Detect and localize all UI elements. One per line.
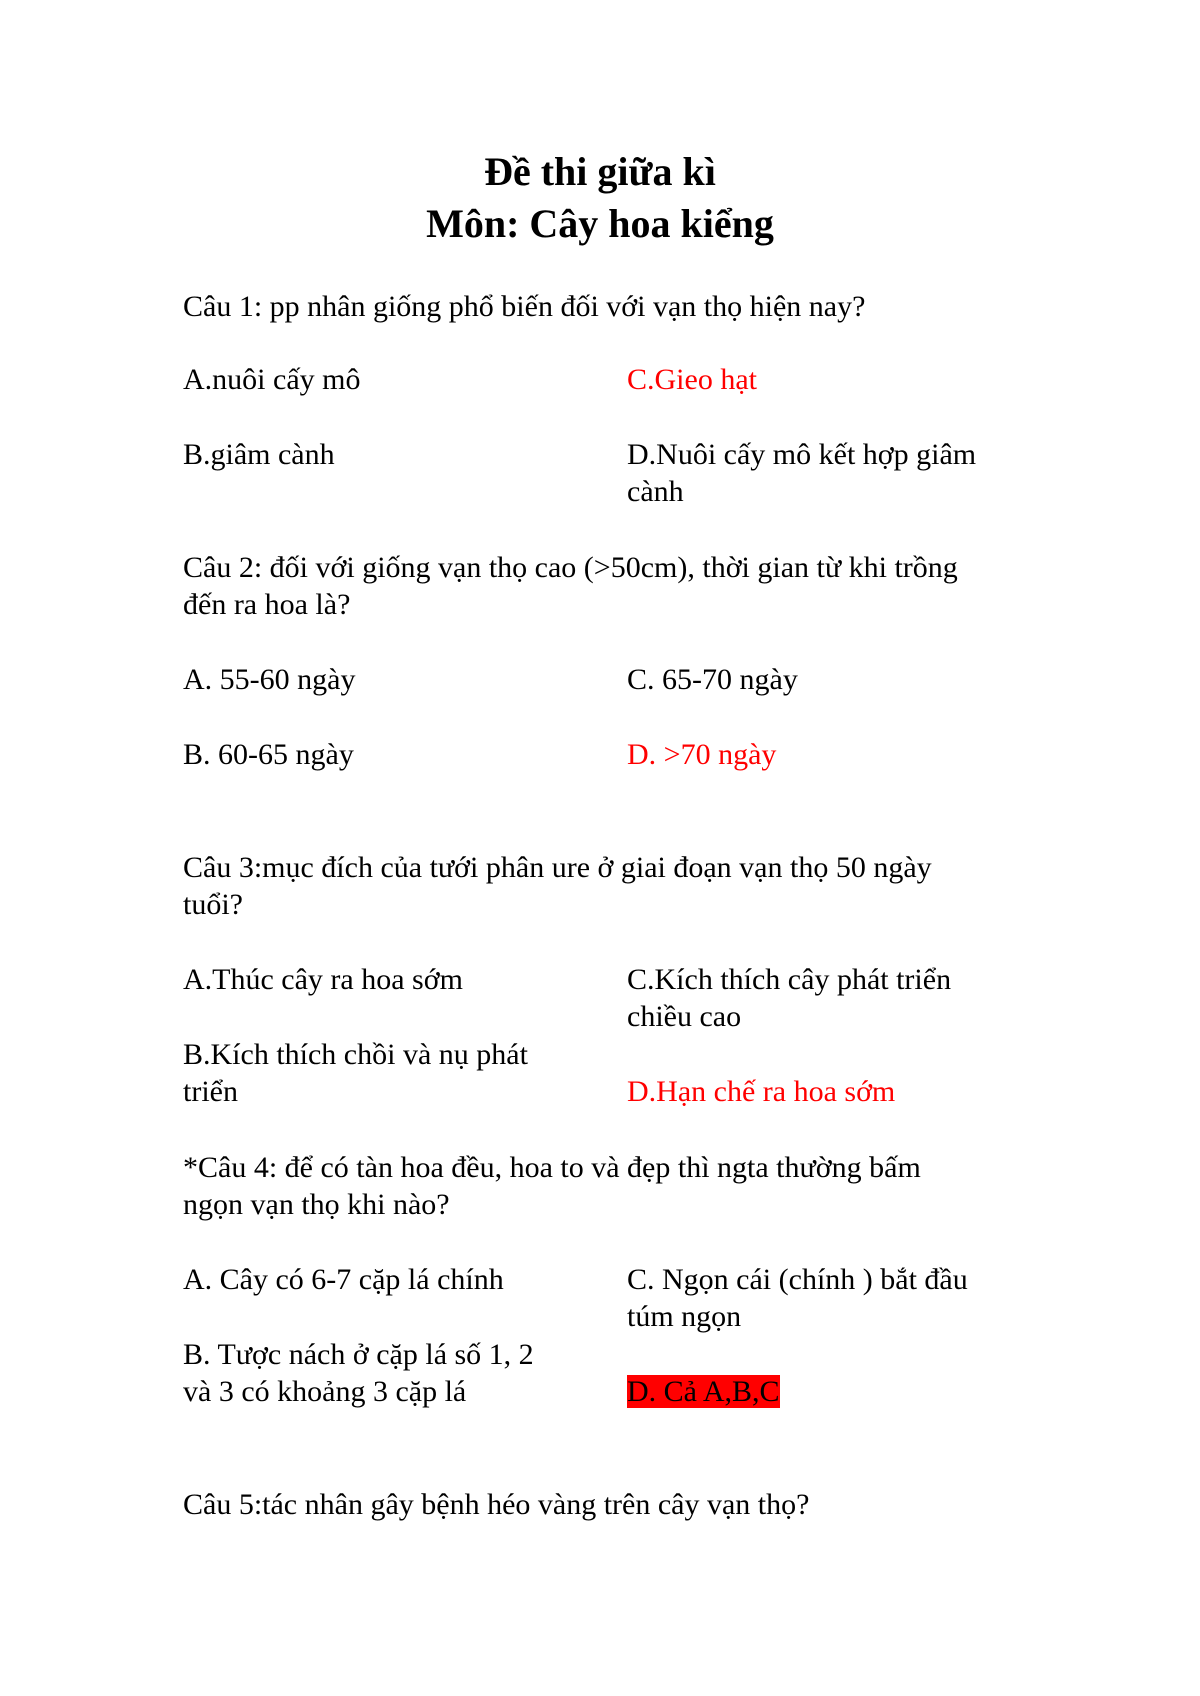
q3-option-d: D.Hạn chế ra hoa sớm [627, 1075, 896, 1108]
question-1: Câu 1: pp nhân giống phổ biến đối với vạn thọ hiện nay? [183, 290, 866, 323]
q4-option-c-line1: C. Ngọn cái (chính ) bắt đầu [627, 1263, 968, 1296]
q1-option-a: A.nuôi cấy mô [183, 363, 361, 396]
q4-option-a: A. Cây có 6-7 cặp lá chính [183, 1263, 504, 1296]
question-2-line1: Câu 2: đối với giống vạn thọ cao (>50cm), thời gian từ khi trồng [183, 551, 958, 584]
q2-option-c: C. 65-70 ngày [627, 663, 798, 696]
q2-option-a: A. 55-60 ngày [183, 663, 356, 696]
question-4-line2: ngọn vạn thọ khi nào? [183, 1188, 450, 1221]
q4-option-c-line2: túm ngọn [627, 1300, 742, 1333]
q2-option-d: D. >70 ngày [627, 738, 777, 771]
q4-option-b-line1: B. Tược nách ở cặp lá số 1, 2 [183, 1338, 534, 1371]
q4-option-b-line2: và 3 có khoảng 3 cặp lá [183, 1375, 467, 1408]
q3-option-c-line2: chiều cao [627, 1000, 742, 1033]
q1-option-c: C.Gieo hạt [627, 363, 757, 396]
q4-option-d: D. Cả A,B,C [627, 1375, 780, 1408]
q2-option-b: B. 60-65 ngày [183, 738, 354, 771]
q1-option-d-line2: cành [627, 475, 684, 508]
question-2-line2: đến ra hoa là? [183, 588, 351, 621]
q3-option-a: A.Thúc cây ra hoa sớm [183, 963, 463, 996]
q3-option-b-line1: B.Kích thích chồi và nụ phát [183, 1038, 528, 1071]
exam-title: Đề thi giữa kì [484, 149, 716, 194]
q1-option-b: B.giâm cành [183, 438, 335, 471]
question-3-line2: tuổi? [183, 888, 243, 921]
question-3-line1: Câu 3:mục đích của tưới phân ure ở giai đoạn vạn thọ 50 ngày [183, 851, 932, 884]
q3-option-c-line1: C.Kích thích cây phát triển [627, 963, 952, 996]
q1-option-d-line1: D.Nuôi cấy mô kết hợp giâm [627, 438, 977, 471]
question-5: Câu 5:tác nhân gây bệnh héo vàng trên cây vạn thọ? [183, 1488, 810, 1521]
q4-option-d-wrapper [627, 1374, 780, 1410]
question-4-line1: *Câu 4: để có tàn hoa đều, hoa to và đẹp thì ngta thường bấm [183, 1151, 921, 1184]
subject-title: Môn: Cây hoa kiểng [426, 201, 774, 246]
q3-option-b-line2: triển [183, 1075, 238, 1108]
